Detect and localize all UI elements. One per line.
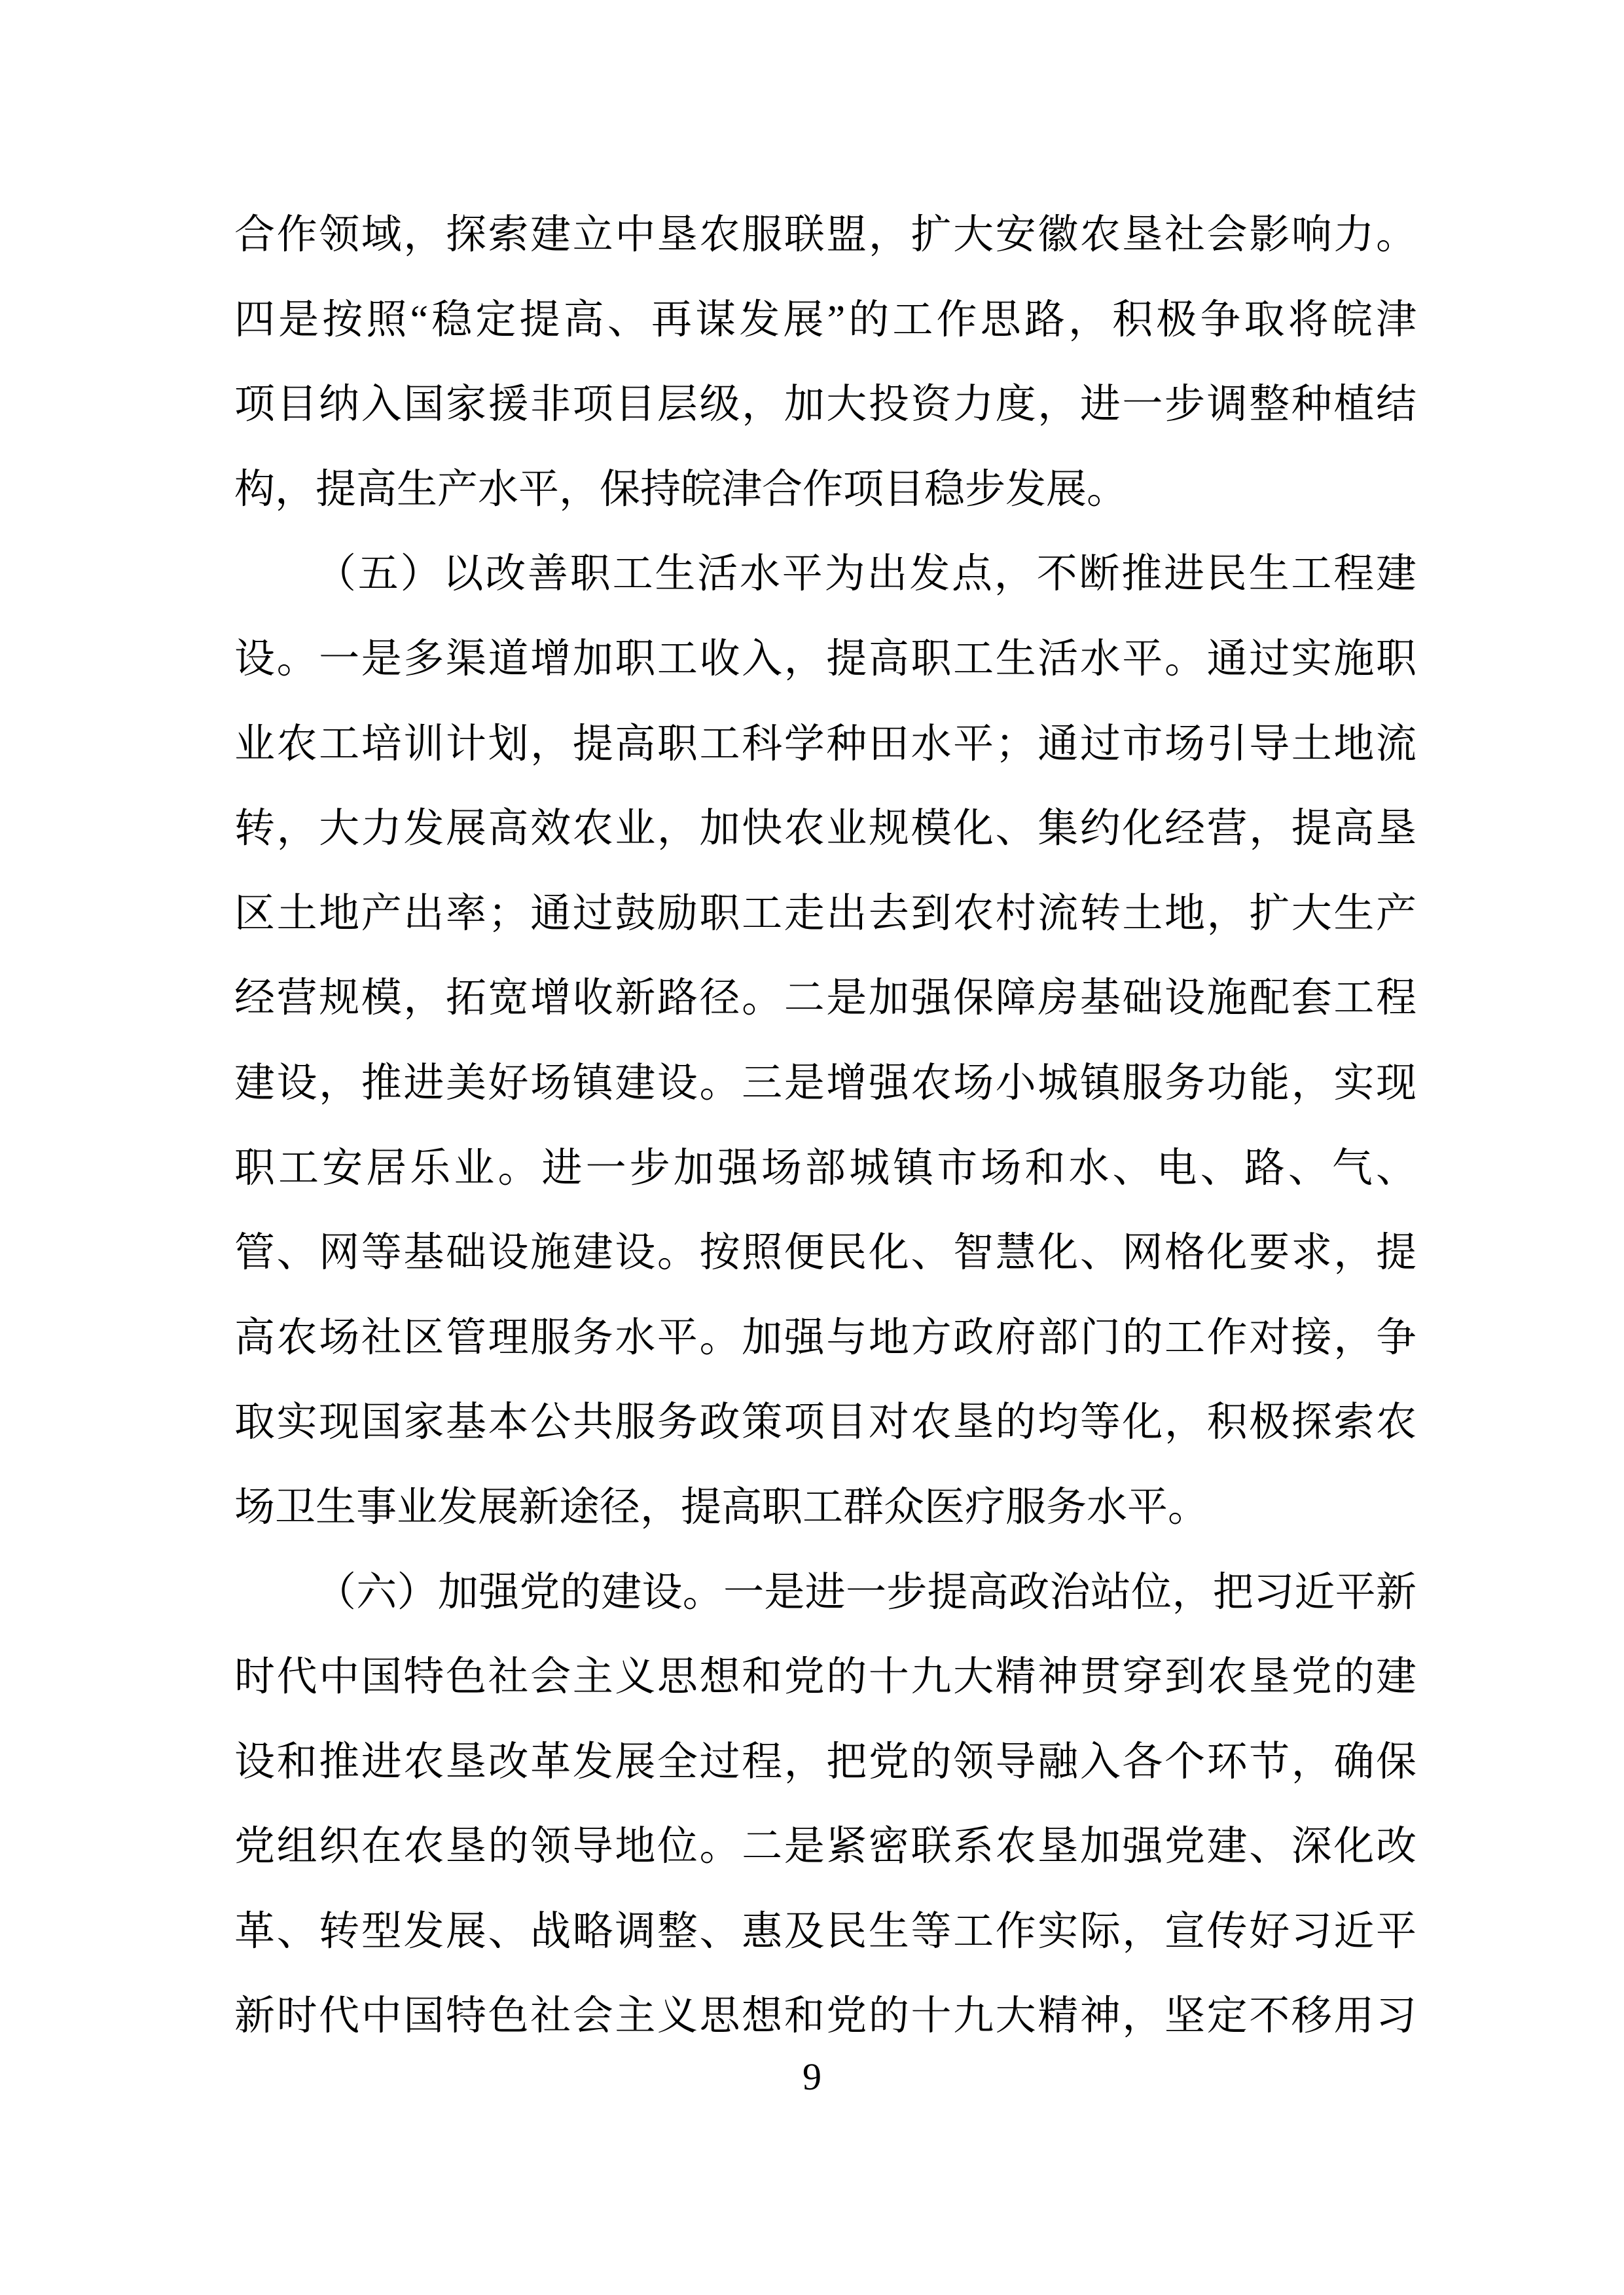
body-line: 管、网等基础设施建设。按照便民化、智慧化、网格化要求，提 (234, 1231, 1416, 1276)
body-line: 设和推进农垦改革发展全过程，把党的领导融入各个环节，确保 (234, 1739, 1416, 1784)
body-line: 革、转型发展、战略调整、惠及民生等工作实际，宣传好习近平 (234, 1909, 1416, 1954)
body-line: 经营规模，拓宽增收新路径。二是加强保障房基础设施配套工程 (234, 976, 1416, 1021)
body-line: 新时代中国特色社会主义思想和党的十九大精神，坚定不移用习 (234, 1994, 1416, 2039)
body-line: 合作领域，探索建立中垦农服联盟，扩大安徽农垦社会影响力。 (234, 213, 1416, 257)
body-line: 高农场社区管理服务水平。加强与地方政府部门的工作对接，争 (234, 1315, 1416, 1360)
body-line: 项目纳入国家援非项目层级，加大投资力度，进一步调整种植结 (234, 382, 1416, 427)
body-line: （六）加强党的建设。一是进一步提高政治站位，把习近平新 (316, 1570, 1416, 1615)
body-line: 转，大力发展高效农业，加快农业规模化、集约化经营，提高垦 (234, 806, 1416, 852)
body-line: 四是按照“稳定提高、再谋发展”的工作思路，积极争取将皖津 (234, 297, 1416, 342)
page-number: 9 (803, 2055, 821, 2098)
document-body (234, 193, 1416, 2059)
body-line: 业农工培训计划，提高职工科学种田水平；通过市场引导土地流 (234, 721, 1416, 767)
body-line: 设。一是多渠道增加职工收入，提高职工生活水平。通过实施职 (234, 636, 1416, 681)
body-line: 取实现国家基本公共服务政策项目对农垦的均等化，积极探索农 (234, 1400, 1416, 1445)
body-line: 职工安居乐业。进一步加强场部城镇市场和水、电、路、气、 (234, 1146, 1416, 1191)
body-line: 场卫生事业发展新途径，提高职工群众医疗服务水平。 (234, 1485, 1209, 1530)
body-line: 党组织在农垦的领导地位。二是紧密联系农垦加强党建、深化改 (234, 1824, 1416, 1870)
body-line: （五）以改善职工生活水平为出发点，不断推进民生工程建 (316, 552, 1416, 597)
body-line: 构，提高生产水平，保持皖津合作项目稳步发展。 (234, 467, 1128, 512)
body-line: 区土地产出率；通过鼓励职工走出去到农村流转土地，扩大生产 (234, 891, 1416, 936)
body-line: 时代中国特色社会主义思想和党的十九大精神贯穿到农垦党的建 (234, 1655, 1416, 1700)
body-line: 建设，推进美好场镇建设。三是增强农场小城镇服务功能，实现 (234, 1060, 1416, 1106)
